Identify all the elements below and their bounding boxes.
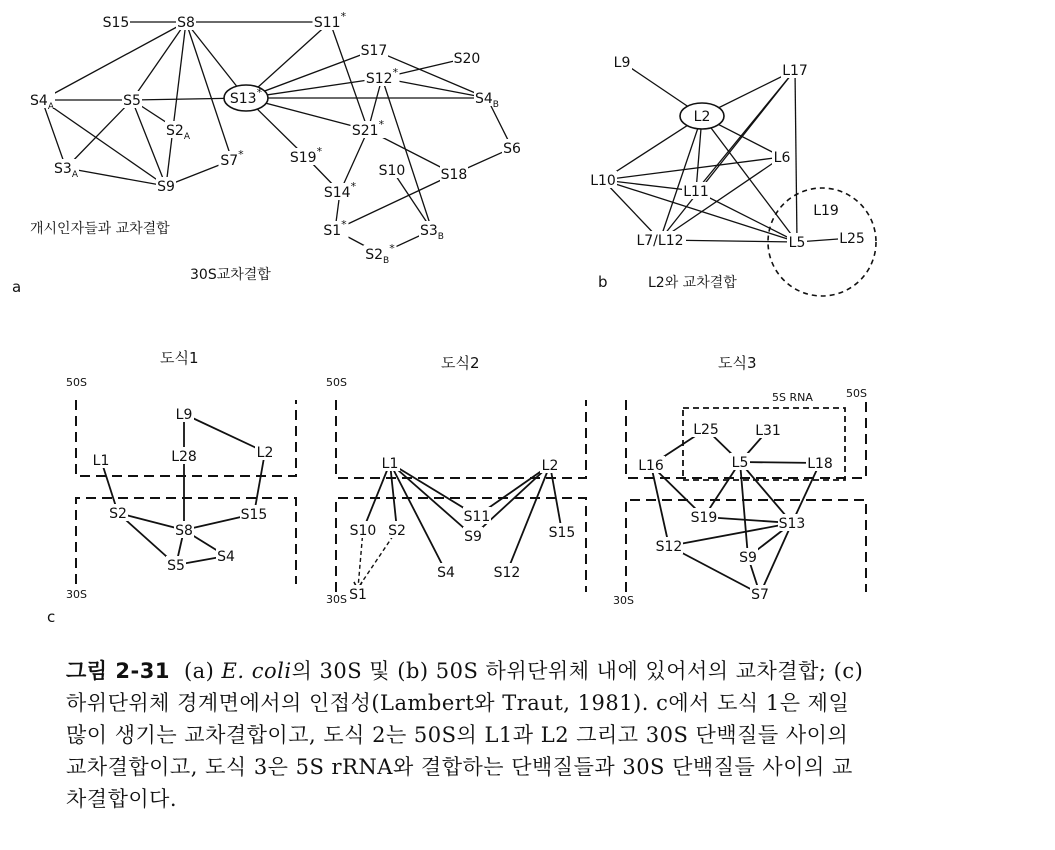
b-node-label: L19 bbox=[813, 203, 839, 219]
s1-node-s8 bbox=[174, 521, 194, 539]
s1-node-l1 bbox=[91, 451, 111, 469]
s3-node-s19 bbox=[690, 508, 718, 526]
b-node-l712 bbox=[634, 231, 686, 249]
panel-b-letter: b bbox=[598, 273, 608, 291]
s2-node-label: S15 bbox=[548, 525, 576, 541]
s2-node-s15 bbox=[548, 523, 576, 541]
a-node-label: S8 bbox=[177, 15, 195, 31]
a-edge-s4a-s3a bbox=[42, 100, 66, 168]
s3-node-label: S9 bbox=[739, 550, 757, 566]
s2-node-label: L2 bbox=[541, 458, 559, 474]
a-node-label: $S3_A$ bbox=[54, 161, 78, 180]
a-node-label: $S4_A$ bbox=[30, 93, 54, 112]
a-node-s12 bbox=[365, 66, 400, 87]
a-node-s20 bbox=[453, 49, 481, 67]
s2-node-label: S12 bbox=[493, 565, 521, 581]
a-edge-s3a-s9 bbox=[66, 168, 166, 186]
s3-node-l16 bbox=[637, 456, 665, 474]
a-node-label: $S3_B$ bbox=[420, 223, 444, 242]
a-node-s2a bbox=[165, 121, 191, 142]
a-node-s9 bbox=[156, 177, 176, 195]
a-node-s11 bbox=[313, 10, 348, 31]
s3-node-l25 bbox=[692, 420, 720, 438]
a-node-s13 bbox=[224, 85, 268, 111]
a-node-label: S1* bbox=[323, 218, 347, 239]
a-node-label: S6 bbox=[503, 141, 521, 157]
a-node-label: S20 bbox=[453, 51, 481, 67]
a-node-s10 bbox=[378, 161, 406, 179]
scheme2-30s-boundary bbox=[336, 498, 586, 592]
a-node-label: S12* bbox=[365, 66, 399, 87]
scheme3-50s-label: 50S bbox=[846, 387, 867, 400]
b-node-label: L25 bbox=[839, 231, 865, 247]
s1-node-label: L28 bbox=[171, 449, 197, 465]
s3-node-label: S13 bbox=[778, 516, 806, 532]
b-node-l11 bbox=[682, 182, 710, 200]
s2-edge-l1-s10 bbox=[363, 463, 390, 530]
a-node-label: S14* bbox=[323, 180, 357, 201]
s1-node-l9 bbox=[174, 405, 194, 423]
a-node-label: S10 bbox=[378, 163, 406, 179]
a-node-s19 bbox=[289, 145, 324, 166]
b-node-label: L7/L12 bbox=[636, 233, 684, 249]
s3-node-label: S12 bbox=[655, 539, 683, 555]
s1-node-label: S4 bbox=[217, 549, 235, 565]
s3-node-label: L5 bbox=[731, 455, 749, 471]
a-node-label: S11* bbox=[313, 10, 347, 31]
s3-node-label: L18 bbox=[807, 456, 833, 472]
a-node-s2b bbox=[364, 242, 397, 266]
s3-node-s7 bbox=[750, 585, 770, 603]
a-node-label: S15 bbox=[102, 15, 130, 31]
b-node-l2 bbox=[680, 103, 724, 129]
b-node-label: L10 bbox=[590, 173, 616, 189]
s2-node-label: S4 bbox=[437, 565, 455, 581]
s1-node-s15 bbox=[240, 505, 268, 523]
s1-node-label: S2 bbox=[109, 506, 127, 522]
s3-edge-l5-s9 bbox=[740, 462, 748, 557]
b-node-l25 bbox=[838, 229, 866, 247]
panel-a-note: 개시인자들과 교차결합 bbox=[30, 221, 170, 237]
a-node-label: S5 bbox=[123, 93, 141, 109]
a-edge-s8-s7 bbox=[186, 22, 232, 160]
s1-node-label: S15 bbox=[240, 507, 268, 523]
a-node-s3b bbox=[419, 221, 445, 242]
scheme1-30s-label: 30S bbox=[66, 588, 87, 601]
scheme2-50s-label: 50S bbox=[326, 376, 347, 389]
s2-node-s9 bbox=[463, 527, 483, 545]
b-node-l17 bbox=[781, 61, 809, 79]
s1-edge-l9-l2 bbox=[184, 414, 265, 452]
s2-node-label: S10 bbox=[349, 523, 377, 539]
s2-node-s11 bbox=[463, 507, 491, 525]
s3-node-label: S7 bbox=[751, 587, 769, 603]
panel-c-letter: c bbox=[47, 608, 56, 626]
scheme3-5s-rna-label: 5S RNA bbox=[772, 391, 813, 404]
b-node-l6 bbox=[772, 148, 792, 166]
a-node-label: $S2_B^*$ bbox=[365, 242, 395, 266]
s2-node-s12 bbox=[493, 563, 521, 581]
b-node-l9 bbox=[612, 53, 632, 71]
a-edge-s5-s9 bbox=[132, 100, 166, 186]
s3-edge-s13-s7 bbox=[760, 523, 792, 594]
a-node-s21 bbox=[351, 118, 386, 139]
a-node-label: S7* bbox=[220, 148, 244, 169]
s1-node-label: L9 bbox=[175, 407, 193, 423]
s1-node-label: S5 bbox=[167, 558, 185, 574]
scheme3-30s-label: 30S bbox=[613, 594, 634, 607]
a-node-s4b bbox=[474, 89, 500, 110]
a-node-label: $S2_A$ bbox=[166, 123, 190, 142]
s2-node-label: S2 bbox=[388, 523, 406, 539]
s1-node-s5 bbox=[166, 556, 186, 574]
b-node-l5 bbox=[787, 233, 807, 251]
s1-node-s4 bbox=[216, 547, 236, 565]
s2-node-label: L1 bbox=[381, 456, 399, 472]
s1-edge-l2-s15 bbox=[254, 452, 265, 514]
s2-node-label: S9 bbox=[464, 529, 482, 545]
a-edge-s11-s21 bbox=[330, 22, 368, 130]
s2-edge-l2-s9 bbox=[473, 465, 550, 536]
a-node-label: $S4_B$ bbox=[475, 91, 499, 110]
s3-node-s12 bbox=[655, 537, 683, 555]
a-node-label: S17 bbox=[360, 43, 388, 59]
scheme1-50s-label: 50S bbox=[66, 376, 87, 389]
b-node-label: L9 bbox=[613, 55, 631, 71]
a-node-s6 bbox=[502, 139, 522, 157]
b-node-label: L17 bbox=[782, 63, 808, 79]
s2-node-l1 bbox=[380, 454, 400, 472]
s3-node-label: L31 bbox=[755, 423, 781, 439]
a-node-s18 bbox=[440, 165, 468, 183]
b-node-label: L5 bbox=[788, 235, 806, 251]
s2-node-l2 bbox=[540, 456, 560, 474]
s3-node-s9 bbox=[738, 548, 758, 566]
figure-caption-part2: 의 30S 및 (b) 50S 하위단위체 내에 있어서의 교차결합; (c) 하위단위체 경계면에서의 인접성(Lambert와 Traut, 1981). c에서 도식 1은 제일 많이 생기는 교차결합이고, 도식 2는 50S의 L1과 L2 그리고 30S 단백질들 사이의 교차결합이고, 도식 3은 5S rRNA와 결합하는 단백질들과 30S 단백질들 사이의 교차결합이다. bbox=[66, 659, 864, 811]
a-node-s1 bbox=[322, 218, 349, 239]
panel-a-caption: 30S교차결합 bbox=[190, 267, 271, 283]
a-node-label: S21* bbox=[351, 118, 385, 139]
figure-caption-part1: (a) bbox=[183, 659, 215, 683]
s1-node-l28 bbox=[170, 447, 198, 465]
s3-node-l18 bbox=[806, 454, 834, 472]
s2-node-s1 bbox=[348, 585, 368, 603]
s1-node-label: S8 bbox=[175, 523, 193, 539]
s1-node-label: L1 bbox=[92, 453, 110, 469]
b-node-label: L2 bbox=[693, 109, 711, 125]
s1-node-label: L2 bbox=[256, 445, 274, 461]
a-node-s8 bbox=[176, 13, 196, 31]
s1-node-l2 bbox=[255, 443, 275, 461]
b-edge-l17-l5 bbox=[795, 70, 797, 242]
a-node-s17 bbox=[360, 41, 388, 59]
b-node-label: L11 bbox=[683, 184, 709, 200]
a-node-s3a bbox=[53, 159, 79, 180]
a-node-label: S18 bbox=[440, 167, 468, 183]
a-node-s15 bbox=[102, 13, 130, 31]
a-node-label: S19* bbox=[289, 145, 323, 166]
figure-caption bbox=[66, 655, 866, 815]
s2-node-label: S1 bbox=[349, 587, 367, 603]
b-node-label: L6 bbox=[773, 150, 791, 166]
s3-edge-l5-s13 bbox=[740, 462, 792, 523]
a-node-s14 bbox=[323, 180, 358, 201]
scheme2-30s-label: 30S bbox=[326, 593, 347, 606]
s2-node-label: S11 bbox=[463, 509, 491, 525]
a-node-s4a bbox=[29, 91, 55, 112]
scheme3-title: 도식3 bbox=[718, 354, 757, 372]
edge-layer bbox=[42, 22, 852, 594]
s2-node-s2 bbox=[387, 521, 407, 539]
a-edge-s5-s3a bbox=[66, 100, 132, 168]
a-node-s7 bbox=[219, 148, 246, 169]
s2-node-s10 bbox=[349, 521, 377, 539]
a-edge-s8-s4a bbox=[42, 22, 186, 100]
s3-node-label: L25 bbox=[693, 422, 719, 438]
s3-node-s13 bbox=[778, 514, 806, 532]
figure-caption-species: E. coli bbox=[221, 659, 292, 683]
s3-node-l5 bbox=[730, 453, 750, 471]
b-edge-l6-l10 bbox=[603, 157, 782, 180]
scheme1-title: 도식1 bbox=[160, 349, 199, 367]
b-edge-l11-l5 bbox=[696, 191, 797, 242]
figure-caption-lead: 그림 2-31 bbox=[66, 659, 170, 683]
s1-node-s2 bbox=[108, 504, 128, 522]
s3-node-label: S19 bbox=[690, 510, 718, 526]
panel-a-letter: a bbox=[12, 278, 22, 296]
a-edge-s12-s3b bbox=[382, 78, 432, 230]
b-node-l19 bbox=[812, 201, 840, 219]
s3-node-l31 bbox=[754, 421, 782, 439]
b-node-l10 bbox=[589, 171, 617, 189]
panel-b-caption: L2와 교차결합 bbox=[648, 275, 737, 291]
s3-edge-s12-s13 bbox=[669, 523, 792, 546]
s2-node-s4 bbox=[436, 563, 456, 581]
b-edge-l2-l712 bbox=[660, 116, 702, 240]
s3-node-label: L16 bbox=[638, 458, 664, 474]
a-node-s5 bbox=[122, 91, 142, 109]
a-node-label: S13* bbox=[229, 86, 263, 107]
scheme2-title: 도식2 bbox=[441, 354, 480, 372]
a-node-label: S9 bbox=[157, 179, 175, 195]
